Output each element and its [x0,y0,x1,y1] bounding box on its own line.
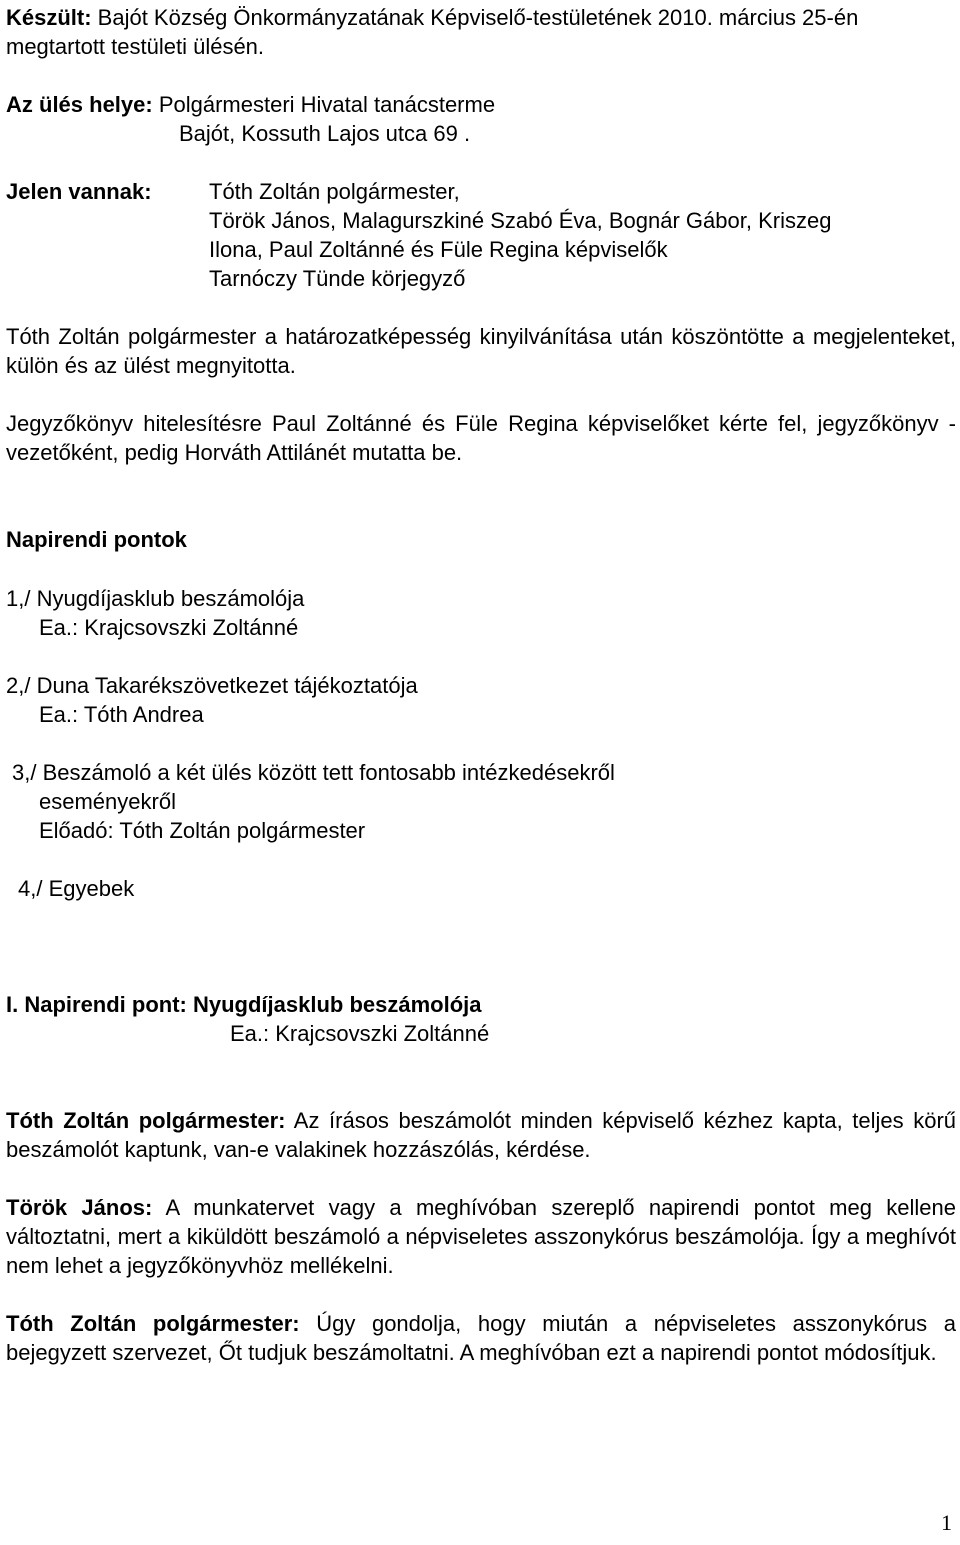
section-heading: I. Napirendi pont: Nyugdíjasklub beszámolója [6,992,482,1017]
agenda-item-4: 4,/ Egyebek [18,876,135,901]
helye-line2: Bajót, Kossuth Lajos utca 69 . [179,121,471,146]
agenda-item-2: 2,/ Duna Takarékszövetkezet tájékoztatója [6,673,418,698]
keszult-label: Készült: [6,5,92,30]
speaker-label: Török János: [6,1195,153,1220]
section-paragraph-3: Tóth Zoltán polgármester: Úgy gondolja, hogy miután a népviseletes asszonykórus a bejegyzett szervezet, Őt tudjuk beszámoltatni. A meghívóban ezt a napirendi pontot módosítjuk. [6,1311,957,1365]
section-paragraph-2: Török János: A munkatervet vagy a meghívóban szereplő napirendi pontot meg kellene változtatni, mert a kiküldött beszámoló a népviseletes asszonykórus beszámolója. Így a meghívót nem lehet a jegyzőkönyvhöz mellékelni. [6,1195,956,1278]
intro-paragraph-2: Jegyzőkönyv hitelesítésre Paul Zoltánné és Füle Regina képviselőket kérte fel, jegyzőkönyv - vezetőként, pedig Horváth Attilánét mutatta be. [6,411,956,465]
agenda-heading: Napirendi pontok [6,527,187,552]
section-paragraph-1: Tóth Zoltán polgármester: Az írásos beszámolót minden képviselő kézhez kapta, teljes körű beszámolót kaptunk, van-e valakinek hozzászólás, kérdése. [6,1108,957,1162]
agenda-item-1: 1,/ Nyugdíjasklub beszámolója [6,586,305,611]
section-ea: Ea.: Krajcsovszki Zoltánné [230,1021,490,1046]
jelen-label: Jelen vannak: [6,179,152,204]
agenda-item-3: 3,/ Beszámoló a két ülés között tett fontosabb intézkedésekről [12,760,615,785]
jelen-line-1: Tóth Zoltán polgármester, [209,179,460,204]
speaker-label: Tóth Zoltán polgármester: [6,1311,300,1336]
helye-row [6,90,495,119]
jelen-line-4: Tarnóczy Tünde körjegyző [209,266,466,291]
agenda-item-1-ea: Ea.: Krajcsovszki Zoltánné [39,615,299,640]
agenda-item-2-ea: Ea.: Tóth Andrea [39,702,204,727]
jelen-line-2: Török János, Malagurszkiné Szabó Éva, Bognár Gábor, Kriszeg [209,208,832,233]
keszult-text: Bajót Község Önkormányzatának Képviselő-testületének 2010. március 25-én megtartott testületi ülésén. [6,5,859,59]
jelen-line-3: Ilona, Paul Zoltánné és Füle Regina képviselők [209,237,668,262]
agenda-item-3-line2: eseményekről [39,789,176,814]
agenda-item-3-eloado: Előadó: Tóth Zoltán polgármester [39,818,366,843]
intro-paragraph-1: Tóth Zoltán polgármester a határozatképesség kinyilvánítása után köszöntötte a megjelenteket, külön és az ülést megnyitotta. [6,324,956,378]
helye-label: Az ülés helye: [6,92,153,117]
page-number: 1 [941,1510,952,1535]
keszult-paragraph [6,3,956,61]
helye-line1: Polgármesteri Hivatal tanácsterme [152,92,496,117]
speaker-label: Tóth Zoltán polgármester: [6,1108,286,1133]
